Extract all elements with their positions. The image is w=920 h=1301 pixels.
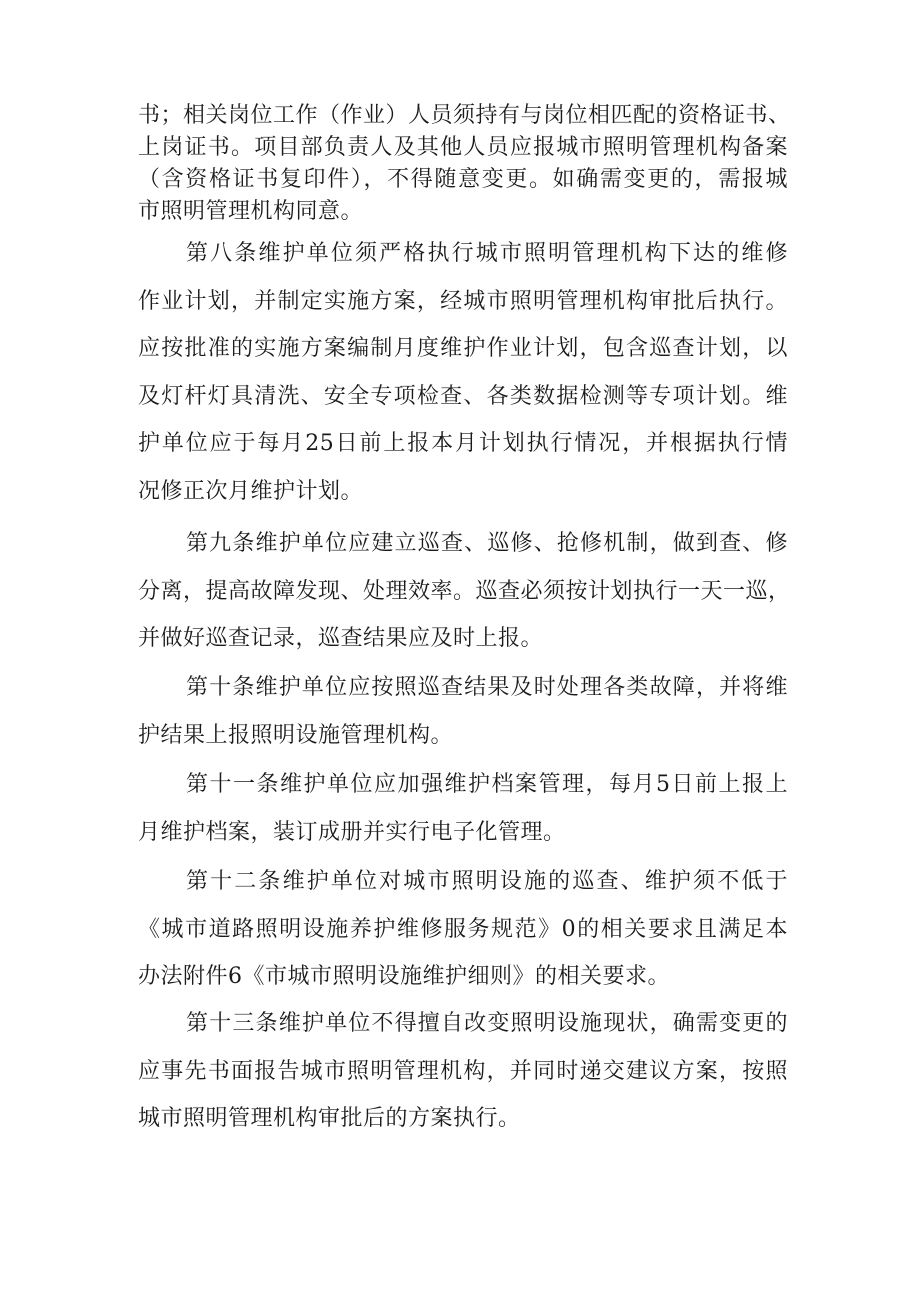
article-9	[138, 520, 791, 663]
text-line: 《城市道路照明设施养护维修服务规范》0的相关要求且满足本	[138, 916, 788, 942]
paragraph-continuation	[138, 100, 791, 228]
text-line: 城市照明管理机构审批后的方案执行。	[138, 1106, 521, 1132]
text-line: 并做好巡查记录，巡查结果应及时上报。	[138, 626, 544, 652]
text-line: 及灯杆灯具清洗、安全专项检查、各类数据检测等专项计划。维	[138, 383, 788, 409]
text-line: 第十条维护单位应按照巡查结果及时处理各类故障，并将维	[186, 675, 788, 700]
text-line: 护结果上报照明设施管理机构。	[138, 722, 454, 748]
article-10	[138, 664, 788, 759]
text-line: 第八条维护单位须严格执行城市照明管理机构下达的维修	[186, 241, 788, 266]
text-line: 市照明管理机构同意。	[138, 199, 364, 224]
article-11	[138, 761, 788, 856]
article-13	[138, 1000, 788, 1143]
text-line: 作业计划，并制定实施方案，经城市照明管理机构审批后执行。	[138, 288, 788, 314]
text-line: 第十一条维护单位应加强维护档案管理，每月5日前上报上	[186, 772, 788, 797]
text-line: 书；相关岗位工作（作业）人员须持有与岗位相匹配的资格证书、	[138, 103, 791, 128]
text-line: 月维护档案，装订成册并实行电子化管理。	[138, 819, 566, 845]
text-line: 应按批准的实施方案编制月度维护作业计划，包含巡查计划，以	[138, 336, 788, 362]
article-12	[138, 858, 788, 1001]
text-line: 办法附件6《市城市照明设施维护细则》的相关要求。	[138, 964, 670, 990]
article-8	[138, 230, 788, 516]
text-line: 第十二条维护单位对城市照明设施的巡查、维护须不低于	[186, 869, 788, 894]
text-line: 第十三条维护单位不得擅自改变照明设施现状，确需变更的	[186, 1011, 788, 1036]
text-line: （含资格证书复印件），不得随意变更。如确需变更的，需报城	[138, 167, 788, 192]
text-line: 应事先书面报告城市照明管理机构，并同时递交建议方案，按照	[138, 1058, 788, 1084]
text-line: 护单位应于每月25日前上报本月计划执行情况，并根据执行情	[138, 431, 788, 457]
text-line: 第九条维护单位应建立巡查、巡修、抢修机制，做到查、修	[186, 531, 788, 556]
text-line: 况修正次月维护计划。	[138, 478, 364, 504]
text-line: 上岗证书。项目部负责人及其他人员应报城市照明管理机构备案	[138, 135, 788, 160]
text-line: 分离，提高故障发现、处理效率。巡查必须按计划执行一天一巡，	[138, 578, 791, 604]
